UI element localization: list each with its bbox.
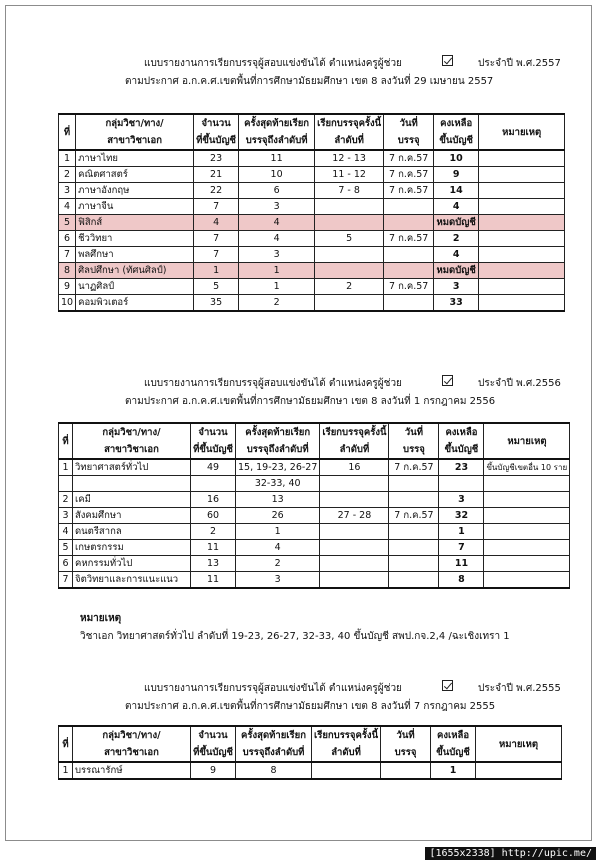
cell-remark: ขึ้นบัญชีเขตอื่น 10 ราย: [484, 459, 570, 476]
cell-date: 7 ก.ค.57: [384, 279, 434, 295]
cell-subject: [73, 476, 191, 492]
cell-count: 1: [194, 263, 239, 279]
col-date-header-sub: บรรจุ: [389, 441, 439, 459]
col-subject-header: กลุ่มวิชา/ทาง/: [76, 114, 194, 132]
note-heading: หมายเหตุ: [80, 613, 122, 624]
cell-date: [384, 215, 434, 231]
cell-no: 2: [59, 492, 73, 508]
table-row: [59, 183, 565, 199]
cell-last-called: 4: [239, 231, 315, 247]
cell-count: 35: [194, 295, 239, 312]
cell-subject: บรรณารักษ์: [73, 762, 191, 779]
cell-remark: [479, 247, 565, 263]
cell-no: 6: [59, 556, 73, 572]
cell-last-called: 2: [236, 556, 320, 572]
cell-this-call: 5: [315, 231, 384, 247]
col-subject-header-sub: สาขาวิชาเอก: [76, 132, 194, 150]
cell-count: 23: [194, 150, 239, 167]
cell-last-called: 3: [239, 199, 315, 215]
cell-last-called: 3: [239, 247, 315, 263]
cell-no: 1: [59, 459, 73, 476]
col-count-header-sub: ที่ขึ้นบัญชี: [194, 132, 239, 150]
col-this-call-header: เรียกบรรจุครั้งนี้: [315, 114, 384, 132]
cell-no: 5: [59, 540, 73, 556]
col-remark-header: หมายเหตุ: [476, 726, 562, 762]
cell-count: 4: [194, 215, 239, 231]
cell-remark: [484, 540, 570, 556]
title-line1: แบบรายงานการเรียกบรรจุผู้สอบแข่งขันได้ ตำแหน่งครูผู้ช่วย: [144, 378, 402, 389]
col-this-call-header: เรียกบรรจุครั้งนี้: [320, 423, 389, 441]
cell-date: 7 ก.ค.57: [384, 183, 434, 199]
cell-subject: ภาษาจีน: [76, 199, 194, 215]
cell-date: [389, 492, 439, 508]
cell-last-called: 1: [239, 263, 315, 279]
cell-date: [389, 572, 439, 589]
cell-this-call: 16: [320, 459, 389, 476]
cell-remark: [479, 215, 565, 231]
cell-subject: คณิตศาสตร์: [76, 167, 194, 183]
cell-date: 7 ก.ค.57: [384, 231, 434, 247]
table-row: [59, 459, 570, 476]
cell-remaining: 1: [431, 762, 476, 779]
cell-last-called: 1: [239, 279, 315, 295]
cell-no: 8: [59, 263, 76, 279]
title-line2: ตามประกาศ อ.ก.ค.ศ.เขตพื้นที่การศึกษามัธยมศึกษา เขต 8 ลงวันที่ 29 เมษายน 2557: [125, 76, 494, 87]
col-count-header: จำนวน: [194, 114, 239, 132]
cell-no: 4: [59, 199, 76, 215]
table-row: [59, 476, 570, 492]
col-last-called-header: ครั้งสุดท้ายเรียก: [236, 423, 320, 441]
cell-remark: [484, 556, 570, 572]
col-date-header-sub: บรรจุ: [384, 132, 434, 150]
cell-remark: [479, 231, 565, 247]
cell-last-called: 6: [239, 183, 315, 199]
table-row: [59, 167, 565, 183]
cell-date: [384, 247, 434, 263]
cell-this-call: 12 - 13: [315, 150, 384, 167]
cell-remaining: 33: [434, 295, 479, 312]
cell-this-call: [312, 762, 381, 779]
cell-date: 7 ก.ค.57: [389, 459, 439, 476]
col-last-called-header-sub: บรรจุถึงลำดับที่: [239, 132, 315, 150]
col-date-header-sub: บรรจุ: [381, 744, 431, 762]
col-last-called-header: ครั้งสุดท้ายเรียก: [236, 726, 312, 744]
cell-remaining: 7: [439, 540, 484, 556]
col-this-call-header-sub: ลำดับที่: [312, 744, 381, 762]
cell-remaining: 32: [439, 508, 484, 524]
cell-subject: เคมี: [73, 492, 191, 508]
year-label: ประจำปี พ.ศ.2557: [478, 58, 561, 69]
cell-date: [389, 556, 439, 572]
table-row: [59, 231, 565, 247]
table-row: [59, 540, 570, 556]
cell-subject: เกษตรกรรม: [73, 540, 191, 556]
checkbox-checked-icon: [442, 680, 453, 691]
cell-remaining: 4: [434, 199, 479, 215]
cell-remark: [484, 492, 570, 508]
cell-remaining: 23: [439, 459, 484, 476]
cell-subject: ฟิสิกส์: [76, 215, 194, 231]
title-line2: ตามประกาศ อ.ก.ค.ศ.เขตพื้นที่การศึกษามัธยมศึกษา เขต 8 ลงวันที่ 7 กรกฎาคม 2555: [125, 701, 496, 712]
cell-no: 9: [59, 279, 76, 295]
cell-subject: คอมพิวเตอร์: [76, 295, 194, 312]
cell-subject: ชีววิทยา: [76, 231, 194, 247]
col-no-header: ที่: [59, 423, 73, 459]
cell-remaining: [439, 476, 484, 492]
report-table-2556: [58, 422, 570, 589]
cell-last-called: 13: [236, 492, 320, 508]
cell-last-called: 8: [236, 762, 312, 779]
cell-this-call: 27 - 28: [320, 508, 389, 524]
col-last-called-header-sub: บรรจุถึงลำดับที่: [236, 441, 320, 459]
col-subject-header: กลุ่มวิชา/ทาง/: [73, 726, 191, 744]
cell-remaining: 14: [434, 183, 479, 199]
col-remaining-header-sub: ขึ้นบัญชี: [434, 132, 479, 150]
cell-remaining: 2: [434, 231, 479, 247]
table-row: [59, 508, 570, 524]
cell-count: 13: [191, 556, 236, 572]
col-date-header: วันที่: [381, 726, 431, 744]
table-row: [59, 263, 565, 279]
cell-count: 21: [194, 167, 239, 183]
col-count-header-sub: ที่ขึ้นบัญชี: [191, 744, 236, 762]
cell-remark: [479, 183, 565, 199]
col-subject-header: กลุ่มวิชา/ทาง/: [73, 423, 191, 441]
col-count-header: จำนวน: [191, 423, 236, 441]
cell-no: 1: [59, 150, 76, 167]
cell-last-called: 15, 19-23, 26-27: [236, 459, 320, 476]
cell-date: [389, 524, 439, 540]
table-row: [59, 524, 570, 540]
cell-remaining: หมดบัญชี: [434, 263, 479, 279]
cell-this-call: [320, 524, 389, 540]
cell-last-called: 26: [236, 508, 320, 524]
table-row: [59, 279, 565, 295]
cell-count: 5: [194, 279, 239, 295]
cell-remark: [484, 572, 570, 589]
col-no-header: ที่: [59, 114, 76, 150]
report-table-2557: [58, 113, 565, 312]
cell-this-call: [320, 476, 389, 492]
cell-remaining: 4: [434, 247, 479, 263]
cell-count: 7: [194, 231, 239, 247]
checkbox-checked-icon: [442, 55, 453, 66]
cell-count: 7: [194, 247, 239, 263]
cell-remaining: 3: [434, 279, 479, 295]
cell-no: 3: [59, 183, 76, 199]
cell-remark: [479, 167, 565, 183]
cell-remark: [479, 279, 565, 295]
year-label: ประจำปี พ.ศ.2556: [478, 378, 561, 389]
col-remaining-header-sub: ขึ้นบัญชี: [439, 441, 484, 459]
cell-date: [384, 199, 434, 215]
cell-no: 6: [59, 231, 76, 247]
cell-this-call: 7 - 8: [315, 183, 384, 199]
cell-remark: [484, 476, 570, 492]
cell-count: 11: [191, 572, 236, 589]
cell-no: [59, 476, 73, 492]
cell-subject: พลศึกษา: [76, 247, 194, 263]
table-row: [59, 247, 565, 263]
cell-subject: คหกรรมทั่วไป: [73, 556, 191, 572]
checkbox-checked-icon: [442, 375, 453, 386]
cell-no: 4: [59, 524, 73, 540]
cell-remaining: 10: [434, 150, 479, 167]
cell-last-called: 4: [239, 215, 315, 231]
cell-last-called: 10: [239, 167, 315, 183]
cell-no: 5: [59, 215, 76, 231]
cell-this-call: [320, 492, 389, 508]
title-line1: แบบรายงานการเรียกบรรจุผู้สอบแข่งขันได้ ตำแหน่งครูผู้ช่วย: [144, 58, 402, 69]
cell-this-call: [320, 540, 389, 556]
cell-no: 7: [59, 247, 76, 263]
cell-count: 22: [194, 183, 239, 199]
cell-remaining: 3: [439, 492, 484, 508]
cell-remaining: หมดบัญชี: [434, 215, 479, 231]
cell-count: 16: [191, 492, 236, 508]
col-count-header-sub: ที่ขึ้นบัญชี: [191, 441, 236, 459]
cell-count: 60: [191, 508, 236, 524]
cell-last-called: 2: [239, 295, 315, 312]
col-remaining-header: คงเหลือ: [434, 114, 479, 132]
title-line2: ตามประกาศ อ.ก.ค.ศ.เขตพื้นที่การศึกษามัธยมศึกษา เขต 8 ลงวันที่ 1 กรกฎาคม 2556: [125, 396, 496, 407]
table-row: [59, 295, 565, 312]
cell-count: 11: [191, 540, 236, 556]
cell-date: 7 ก.ค.57: [384, 167, 434, 183]
cell-date: [381, 762, 431, 779]
cell-subject: สังคมศึกษา: [73, 508, 191, 524]
col-last-called-header-sub: บรรจุถึงลำดับที่: [236, 744, 312, 762]
cell-remark: [476, 762, 562, 779]
col-remaining-header-sub: ขึ้นบัญชี: [431, 744, 476, 762]
col-no-header: ที่: [59, 726, 73, 762]
cell-subject: นาฏศิลป์: [76, 279, 194, 295]
table-row: [59, 572, 570, 589]
cell-remark: [484, 524, 570, 540]
cell-count: 49: [191, 459, 236, 476]
cell-last-called: 11: [239, 150, 315, 167]
cell-last-called: 4: [236, 540, 320, 556]
cell-this-call: [315, 263, 384, 279]
cell-remaining: 1: [439, 524, 484, 540]
cell-subject: ศิลปศึกษา (ทัศนศิลป์): [76, 263, 194, 279]
col-remark-header: หมายเหตุ: [479, 114, 565, 150]
col-remark-header: หมายเหตุ: [484, 423, 570, 459]
col-remaining-header: คงเหลือ: [439, 423, 484, 441]
title-line1: แบบรายงานการเรียกบรรจุผู้สอบแข่งขันได้ ตำแหน่งครูผู้ช่วย: [144, 683, 402, 694]
cell-count: 7: [194, 199, 239, 215]
cell-subject: วิทยาศาสตร์ทั่วไป: [73, 459, 191, 476]
cell-this-call: [315, 199, 384, 215]
table-row: [59, 762, 562, 779]
cell-count: 2: [191, 524, 236, 540]
cell-last-called: 1: [236, 524, 320, 540]
cell-date: 7 ก.ค.57: [384, 150, 434, 167]
cell-count: [191, 476, 236, 492]
cell-this-call: [315, 295, 384, 312]
col-date-header: วันที่: [389, 423, 439, 441]
col-subject-header-sub: สาขาวิชาเอก: [73, 744, 191, 762]
table-row: [59, 492, 570, 508]
year-label: ประจำปี พ.ศ.2555: [478, 683, 561, 694]
cell-last-called: 32-33, 40: [236, 476, 320, 492]
cell-subject: ดนตรีสากล: [73, 524, 191, 540]
cell-this-call: 11 - 12: [315, 167, 384, 183]
cell-date: [389, 540, 439, 556]
table-row: [59, 556, 570, 572]
cell-date: [384, 295, 434, 312]
cell-no: 2: [59, 167, 76, 183]
cell-date: [389, 476, 439, 492]
cell-this-call: [320, 572, 389, 589]
cell-last-called: 3: [236, 572, 320, 589]
cell-no: 10: [59, 295, 76, 312]
cell-remark: [479, 150, 565, 167]
report-table-2555: [58, 725, 562, 780]
note-text: วิชาเอก วิทยาศาสตร์ทั่วไป ลำดับที่ 19-23, 26-27, 32-33, 40 ขึ้นบัญชี สพป.กจ.2,4 /ฉะเชิงเทรา 1: [80, 631, 510, 642]
col-this-call-header-sub: ลำดับที่: [320, 441, 389, 459]
watermark: [1655x2338] http://upic.me/: [425, 847, 596, 860]
cell-remaining: 9: [434, 167, 479, 183]
cell-remaining: 8: [439, 572, 484, 589]
cell-this-call: [315, 247, 384, 263]
cell-remark: [479, 263, 565, 279]
table-row: [59, 215, 565, 231]
col-this-call-header: เรียกบรรจุครั้งนี้: [312, 726, 381, 744]
cell-remark: [484, 508, 570, 524]
cell-this-call: [320, 556, 389, 572]
cell-no: 1: [59, 762, 73, 779]
col-count-header: จำนวน: [191, 726, 236, 744]
cell-date: 7 ก.ค.57: [389, 508, 439, 524]
col-date-header: วันที่: [384, 114, 434, 132]
cell-remark: [479, 295, 565, 312]
cell-count: 9: [191, 762, 236, 779]
col-subject-header-sub: สาขาวิชาเอก: [73, 441, 191, 459]
cell-this-call: 2: [315, 279, 384, 295]
cell-date: [384, 263, 434, 279]
cell-subject: จิตวิทยาและการแนะแนว: [73, 572, 191, 589]
cell-no: 3: [59, 508, 73, 524]
cell-remaining: 11: [439, 556, 484, 572]
cell-no: 7: [59, 572, 73, 589]
cell-subject: ภาษาไทย: [76, 150, 194, 167]
col-last-called-header: ครั้งสุดท้ายเรียก: [239, 114, 315, 132]
table-row: [59, 199, 565, 215]
cell-this-call: [315, 215, 384, 231]
col-this-call-header-sub: ลำดับที่: [315, 132, 384, 150]
cell-subject: ภาษาอังกฤษ: [76, 183, 194, 199]
cell-remark: [479, 199, 565, 215]
table-row: [59, 150, 565, 167]
col-remaining-header: คงเหลือ: [431, 726, 476, 744]
